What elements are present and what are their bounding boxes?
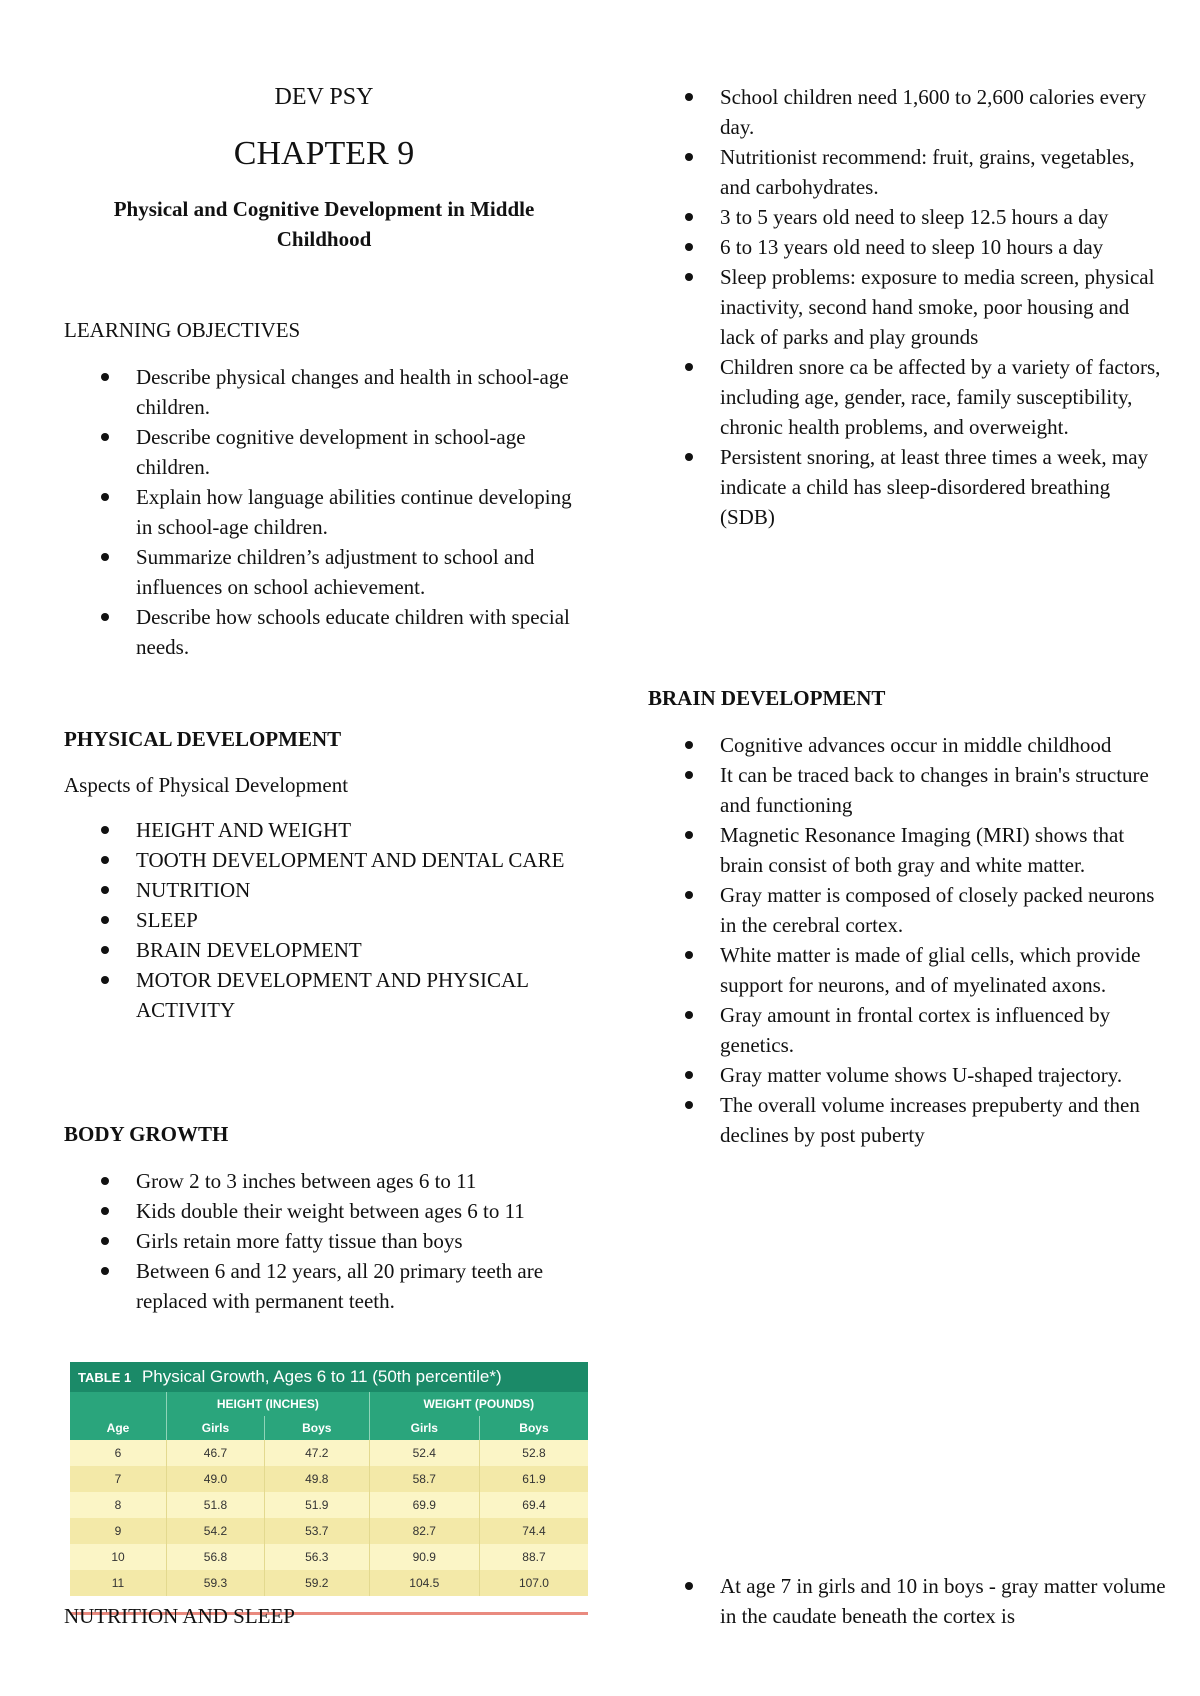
list-item: Magnetic Resonance Imaging (MRI) shows that brain consist of both gray and white matter.	[648, 820, 1168, 880]
table-label: TABLE 1	[78, 1370, 132, 1385]
brain-development-list	[648, 730, 1168, 1150]
course-title: DEV PSY	[274, 84, 374, 110]
physical-development-intro: Aspects of Physical Development	[64, 773, 349, 797]
cell-age: 8	[70, 1492, 167, 1518]
table-row	[70, 1518, 588, 1544]
chapter-subtitle: Physical and Cognitive Development in Middle Childhood	[113, 197, 535, 251]
cell-height-boys: 56.3	[264, 1544, 369, 1570]
list-item: SLEEP	[64, 905, 584, 935]
cell-height-girls: 51.8	[167, 1492, 265, 1518]
list-item: The overall volume increases prepuberty and then declines by post puberty	[648, 1090, 1168, 1150]
cell-weight-girls: 104.5	[369, 1570, 479, 1596]
physical-growth-table	[70, 1362, 588, 1596]
cell-weight-girls: 69.9	[369, 1492, 479, 1518]
list-item: Gray matter volume shows U-shaped trajectory.	[648, 1060, 1168, 1090]
list-item: At age 7 in girls and 10 in boys - gray matter volume in the caudate beneath the cortex is	[648, 1571, 1168, 1631]
height-boys-header: Boys	[264, 1416, 369, 1440]
list-item: NUTRITION	[64, 875, 584, 905]
weight-group-header: WEIGHT (POUNDS)	[369, 1392, 588, 1416]
table-row	[70, 1544, 588, 1570]
cell-weight-boys: 61.9	[479, 1466, 588, 1492]
table-group-header	[70, 1392, 588, 1416]
brain-development-continued-list	[648, 1571, 1168, 1631]
cell-age: 9	[70, 1518, 167, 1544]
list-item: Gray matter is composed of closely packed neurons in the cerebral cortex.	[648, 880, 1168, 940]
list-item: School children need 1,600 to 2,600 calories every day.	[648, 82, 1168, 142]
list-item: Describe how schools educate children with special needs.	[64, 602, 584, 662]
list-item: HEIGHT AND WEIGHT	[64, 815, 584, 845]
cell-age: 6	[70, 1440, 167, 1466]
nutrition-sleep-list	[648, 82, 1168, 532]
age-column-header: Age	[70, 1416, 167, 1440]
cell-height-girls: 49.0	[167, 1466, 265, 1492]
cell-weight-boys: 52.8	[479, 1440, 588, 1466]
list-item: TOOTH DEVELOPMENT AND DENTAL CARE	[64, 845, 584, 875]
list-item: Grow 2 to 3 inches between ages 6 to 11	[64, 1166, 584, 1196]
height-girls-header: Girls	[167, 1416, 265, 1440]
list-item: Explain how language abilities continue developing in school-age children.	[64, 482, 584, 542]
physical-development-list	[64, 815, 584, 1025]
list-item: MOTOR DEVELOPMENT AND PHYSICAL ACTIVITY	[64, 965, 584, 1025]
list-item: Nutritionist recommend: fruit, grains, vegetables, and carbohydrates.	[648, 142, 1168, 202]
cell-weight-girls: 90.9	[369, 1544, 479, 1570]
cell-height-girls: 54.2	[167, 1518, 265, 1544]
weight-boys-header: Boys	[479, 1416, 588, 1440]
list-item: White matter is made of glial cells, which provide support for neurons, and of myelinated axons.	[648, 940, 1168, 1000]
table-row	[70, 1492, 588, 1518]
list-item: Children snore ca be affected by a variety of factors, including age, gender, race, family susceptibility, chronic health problems, and overweight.	[648, 352, 1168, 442]
cell-height-girls: 56.8	[167, 1544, 265, 1570]
list-item: 3 to 5 years old need to sleep 12.5 hours a day	[648, 202, 1168, 232]
list-item: Kids double their weight between ages 6 to 11	[64, 1196, 584, 1226]
table-row	[70, 1570, 588, 1596]
cell-weight-boys: 74.4	[479, 1518, 588, 1544]
table-caption	[70, 1362, 588, 1392]
cell-height-boys: 49.8	[264, 1466, 369, 1492]
nutrition-sleep-heading: NUTRITION AND SLEEP	[64, 1604, 295, 1628]
list-item: Describe cognitive development in school-age children.	[64, 422, 584, 482]
body-growth-list	[64, 1166, 584, 1316]
list-item: 6 to 13 years old need to sleep 10 hours a day	[648, 232, 1168, 262]
learning-objectives-heading: LEARNING OBJECTIVES	[64, 318, 301, 342]
table-title: Physical Growth, Ages 6 to 11 (50th percentile*)	[141, 1367, 502, 1386]
weight-girls-header: Girls	[369, 1416, 479, 1440]
cell-age: 11	[70, 1570, 167, 1596]
table-column-header	[70, 1416, 588, 1440]
cell-height-girls: 59.3	[167, 1570, 265, 1596]
cell-height-boys: 47.2	[264, 1440, 369, 1466]
table-row	[70, 1466, 588, 1492]
physical-development-heading: PHYSICAL DEVELOPMENT	[64, 727, 342, 751]
cell-height-boys: 53.7	[264, 1518, 369, 1544]
list-item: Girls retain more fatty tissue than boys	[64, 1226, 584, 1256]
cell-weight-girls: 52.4	[369, 1440, 479, 1466]
group-spacer	[70, 1392, 167, 1416]
cell-weight-boys: 107.0	[479, 1570, 588, 1596]
list-item: Sleep problems: exposure to media screen, physical inactivity, second hand smoke, poor housing and lack of parks and play grounds	[648, 262, 1168, 352]
list-item: Cognitive advances occur in middle childhood	[648, 730, 1168, 760]
cell-height-girls: 46.7	[167, 1440, 265, 1466]
cell-height-boys: 51.9	[264, 1492, 369, 1518]
cell-weight-boys: 69.4	[479, 1492, 588, 1518]
list-item: It can be traced back to changes in brain's structure and functioning	[648, 760, 1168, 820]
cell-age: 7	[70, 1466, 167, 1492]
cell-weight-boys: 88.7	[479, 1544, 588, 1570]
learning-objectives-list	[64, 362, 584, 662]
list-item: Persistent snoring, at least three times a week, may indicate a child has sleep-disordered breathing (SDB)	[648, 442, 1168, 532]
body-growth-heading: BODY GROWTH	[64, 1122, 229, 1146]
table-row	[70, 1440, 588, 1466]
list-item: Gray amount in frontal cortex is influenced by genetics.	[648, 1000, 1168, 1060]
list-item: BRAIN DEVELOPMENT	[64, 935, 584, 965]
chapter-title: CHAPTER 9	[233, 135, 415, 172]
brain-development-heading: BRAIN DEVELOPMENT	[648, 686, 886, 710]
list-item: Describe physical changes and health in school-age children.	[64, 362, 584, 422]
cell-height-boys: 59.2	[264, 1570, 369, 1596]
list-item: Between 6 and 12 years, all 20 primary teeth are replaced with permanent teeth.	[64, 1256, 584, 1316]
cell-weight-girls: 58.7	[369, 1466, 479, 1492]
height-group-header: HEIGHT (INCHES)	[167, 1392, 370, 1416]
cell-weight-girls: 82.7	[369, 1518, 479, 1544]
cell-age: 10	[70, 1544, 167, 1570]
list-item: Summarize children’s adjustment to school and influences on school achievement.	[64, 542, 584, 602]
